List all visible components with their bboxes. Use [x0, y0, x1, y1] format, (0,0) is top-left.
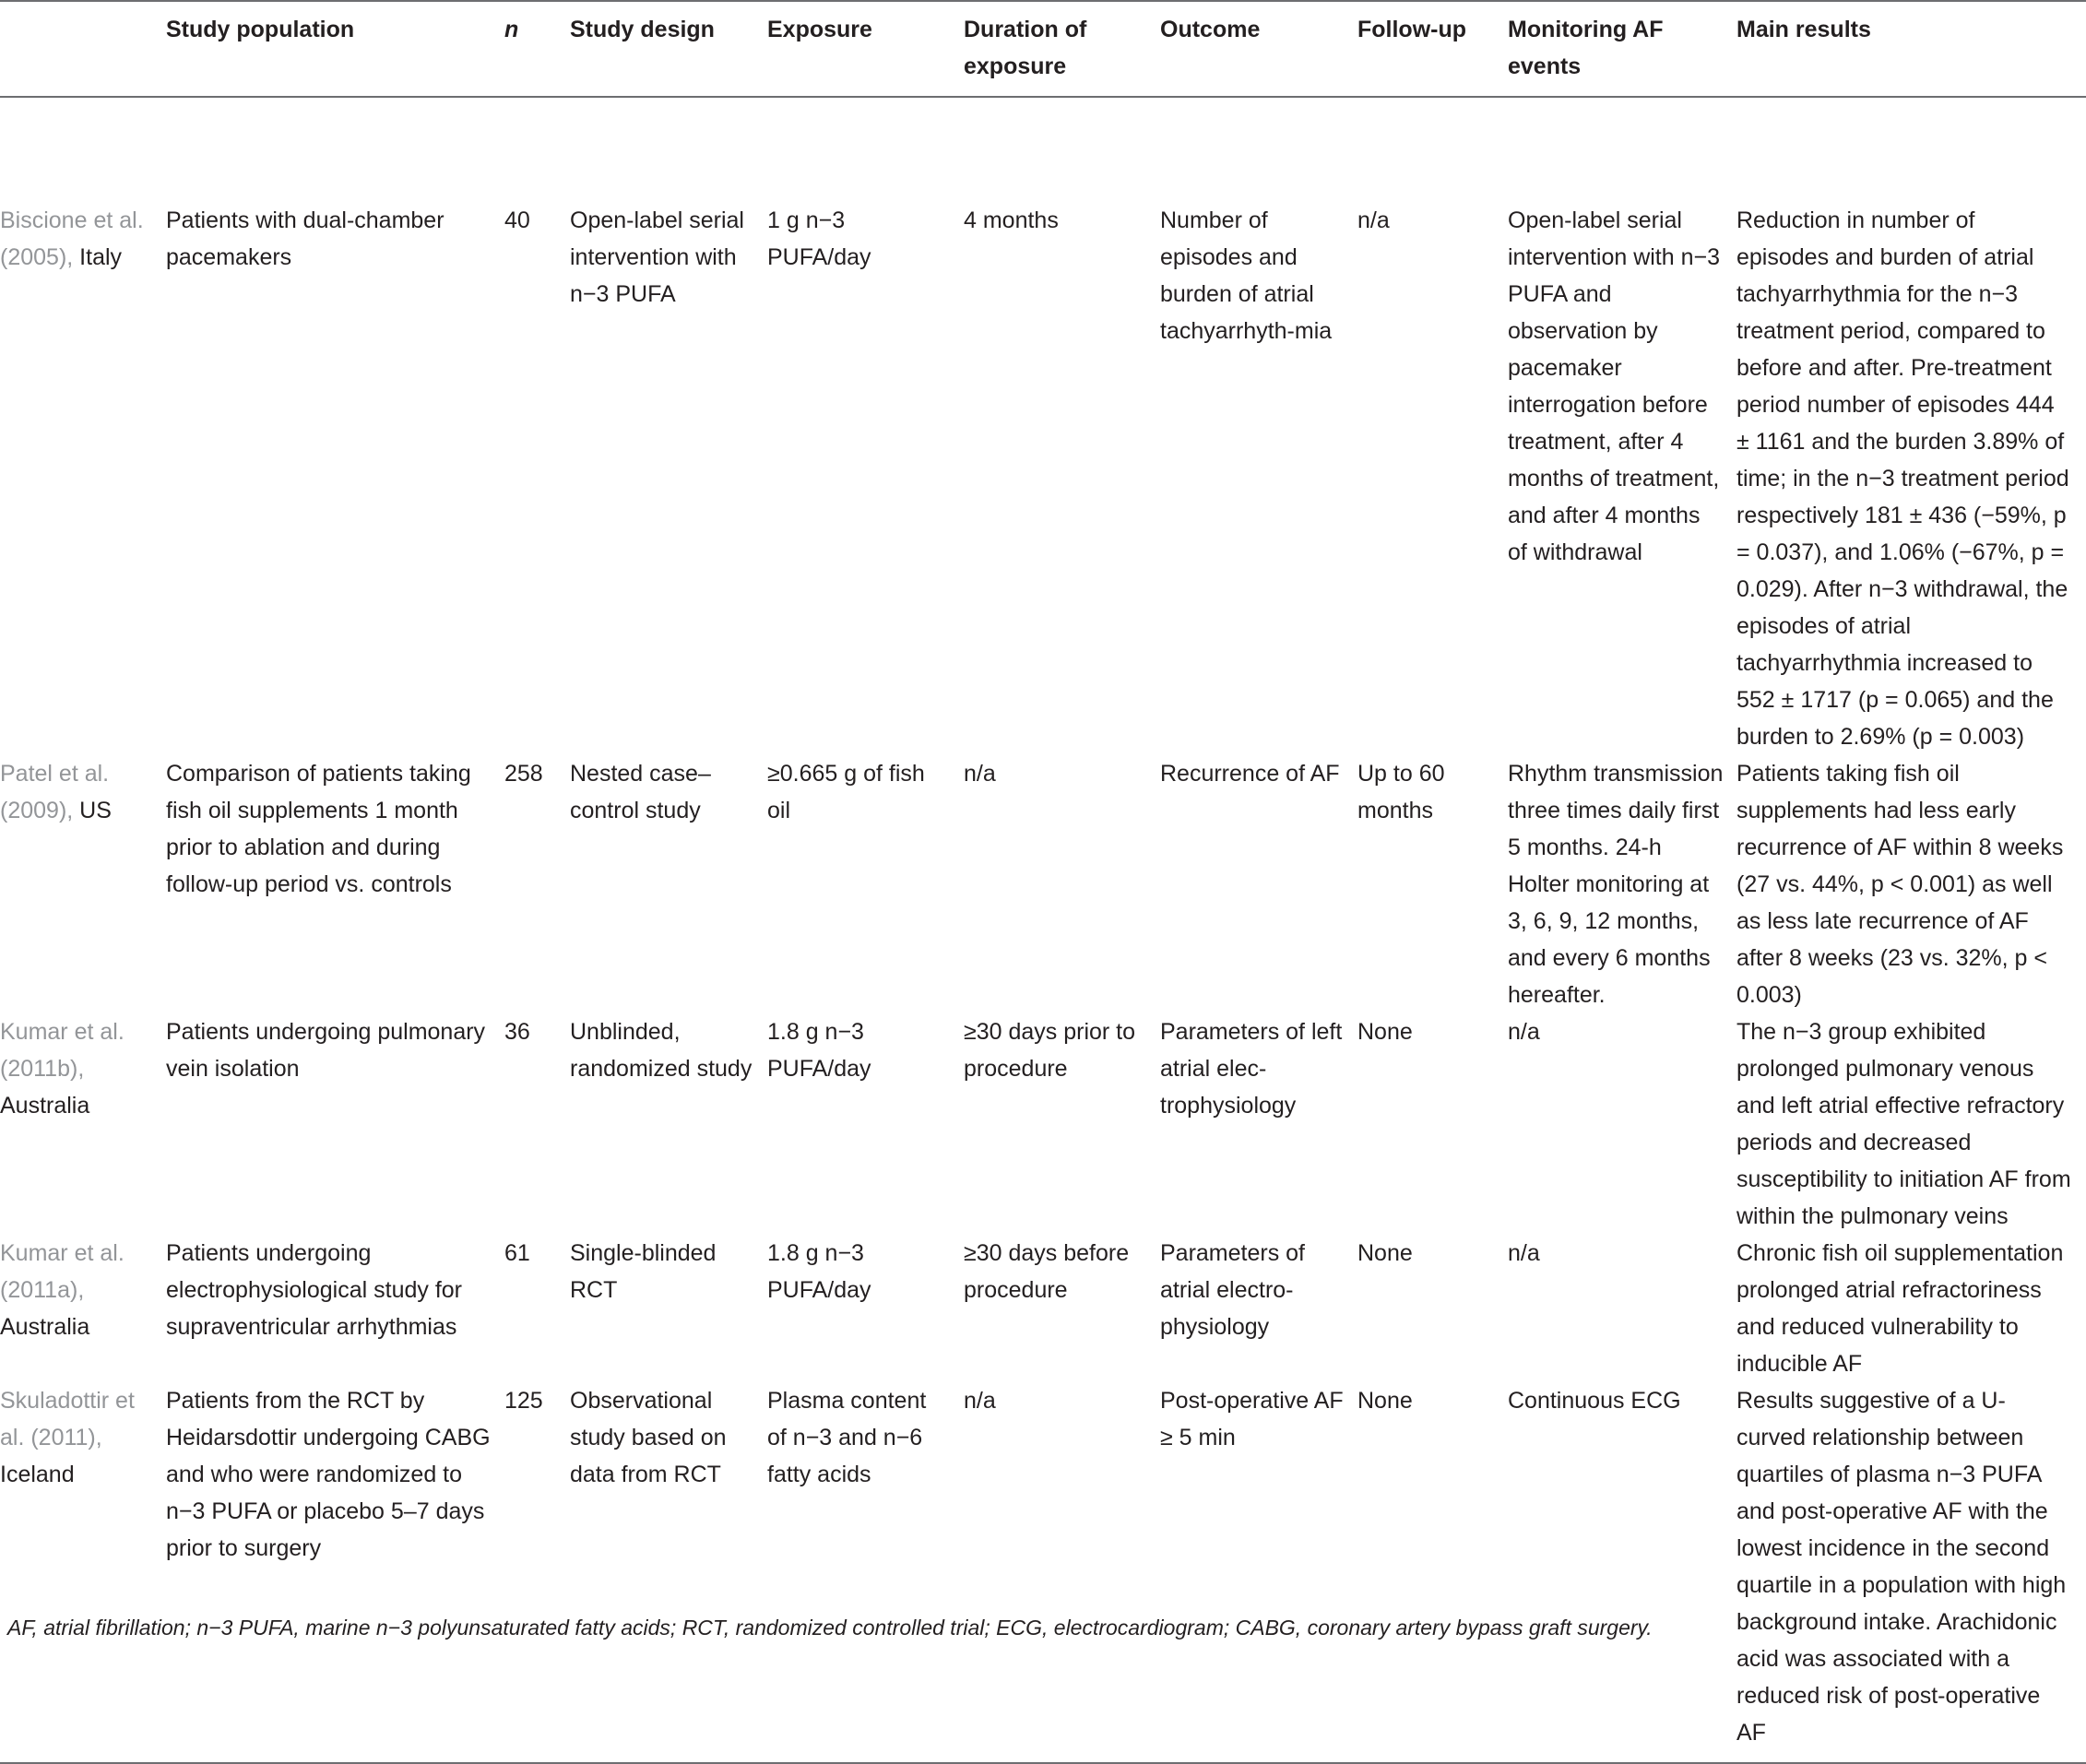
study-citation: Patel et al. (2009), [0, 761, 110, 823]
table-row [0, 1013, 2086, 1235]
table-footnote: AF, atrial fibrillation; n−3 PUFA, marine n−3 polyunsaturated fatty acids; RCT, randomized controlled trial; ECG, electrocardiogram; CABG, coronary artery bypass graft surgery. [7, 1616, 1653, 1640]
study-country: Australia [0, 1314, 90, 1340]
cell-study [0, 1382, 166, 1763]
cell-monitoring: Rhythm transmission three times daily first 5 months. 24-h Holter monitoring at 3, 6, 9, 12 months, and every 6 months hereafter. [1508, 761, 1724, 1008]
cell-study [0, 755, 166, 1013]
cell-n: 36 [504, 1019, 530, 1045]
cell-duration: n/a [964, 761, 996, 787]
cell-population: Patients undergoing electrophysiological study for supraventricular arrhythmias [166, 1240, 462, 1340]
study-country: Italy [79, 244, 123, 270]
cell-study [0, 97, 166, 755]
header-outcome: Outcome [1160, 17, 1261, 42]
cell-followup: None [1357, 1388, 1413, 1414]
study-citation: Kumar et al. (2011a), [0, 1240, 124, 1303]
header-monitoring: Monitoring AF events [1508, 17, 1664, 79]
cell-study [0, 1013, 166, 1235]
header-study [0, 1, 166, 97]
cell-results: Patients taking fish oil supplements had less early recurrence of AF within 8 weeks (27 vs. 44%, p < 0.001) as well as less late recurrence of AF after 8 weeks (23 vs. 32%, p < 0.003) [1736, 761, 2064, 1008]
table-row [0, 1235, 2086, 1382]
cell-exposure: 1 g n−3 PUFA/day [767, 207, 871, 270]
study-country: Australia [0, 1093, 90, 1119]
cell-n: 125 [504, 1388, 543, 1414]
table-row [0, 1382, 2086, 1763]
cell-population: Comparison of patients taking fish oil supplements 1 month prior to ablation and during follow-up period vs. controls [166, 761, 471, 897]
cell-exposure: ≥0.665 g of fish oil [767, 761, 925, 823]
header-results: Main results [1736, 17, 1871, 42]
cell-followup: n/a [1357, 207, 1390, 233]
cell-outcome: Post-operative AF ≥ 5 min [1160, 1388, 1344, 1450]
cell-exposure: Plasma content of n−3 and n−6 fatty acids [767, 1388, 927, 1487]
study-citation: Skuladottir et al. (2011), [0, 1388, 135, 1450]
cell-exposure: 1.8 g n−3 PUFA/day [767, 1240, 871, 1303]
cell-design: Nested case–control study [570, 761, 711, 823]
study-country: US [79, 798, 112, 823]
cell-n: 258 [504, 761, 543, 787]
header-followup: Follow-up [1357, 17, 1467, 42]
header-exposure: Exposure [767, 17, 872, 42]
table-row [0, 755, 2086, 1013]
cell-population: Patients undergoing pulmonary vein isolation [166, 1019, 486, 1082]
cell-design: Open-label serial intervention with n−3 PUFA [570, 207, 744, 307]
cell-followup: None [1357, 1240, 1413, 1266]
cell-design: Observational study based on data from RCT [570, 1388, 727, 1487]
table-body [0, 97, 2086, 1763]
header-duration: Duration of exposure [964, 17, 1087, 79]
study-citation: Kumar et al. (2011b), [0, 1019, 124, 1082]
cell-outcome: Number of episodes and burden of atrial tachyarrhyth-mia [1160, 207, 1333, 344]
cell-exposure: 1.8 g n−3 PUFA/day [767, 1019, 871, 1082]
study-citation: Biscione et al. (2005), [0, 207, 144, 270]
cell-design: Unblinded, randomized study [570, 1019, 753, 1082]
cell-results: Reduction in number of episodes and burden of atrial tachyarrhythmia for the n−3 treatment period, compared to before and after. Pre-treatment period number of episodes 444 ± 1161 and the burden 3.89% of time; in the n−3 treatment period respectively 181 ± 436 (−59%, p = 0.037), and 1.06% (−67%, p = 0.029). After n−3 withdrawal, the episodes of atrial tachyarrhythmia increased to 552 ± 1717 (p = 0.065) and the burden to 2.69% (p = 0.003) [1736, 207, 2069, 750]
cell-outcome: Parameters of left atrial elec-trophysiology [1160, 1019, 1343, 1119]
cell-duration: ≥30 days before procedure [964, 1240, 1130, 1303]
header-row [0, 1, 2086, 97]
cell-results: Chronic fish oil supplementation prolonged atrial refractoriness and reduced vulnerability to inducible AF [1736, 1240, 2064, 1377]
cell-outcome: Parameters of atrial electro-physiology [1160, 1240, 1306, 1340]
header-design: Study design [570, 17, 715, 42]
study-country: Iceland [0, 1462, 75, 1487]
cell-study [0, 1235, 166, 1382]
cell-monitoring: n/a [1508, 1019, 1540, 1045]
cell-monitoring: Open-label serial intervention with n−3 PUFA and observation by pacemaker interrogation before treatment, after 4 months of treatment, and after 4 months of withdrawal [1508, 207, 1721, 565]
cell-design: Single-blinded RCT [570, 1240, 717, 1303]
cell-duration: 4 months [964, 207, 1059, 233]
header-population: Study population [166, 17, 355, 42]
cell-followup: Up to 60 months [1357, 761, 1445, 823]
table-header [0, 1, 2086, 97]
table-row [0, 97, 2086, 755]
cell-followup: None [1357, 1019, 1413, 1045]
cell-n: 61 [504, 1240, 530, 1266]
header-n: n [504, 17, 519, 42]
cell-duration: ≥30 days prior to procedure [964, 1019, 1136, 1082]
cell-results: The n−3 group exhibited prolonged pulmonary venous and left atrial effective refractory periods and decreased susceptibility to initiation AF from within the pulmonary veins [1736, 1019, 2071, 1229]
cell-n: 40 [504, 207, 530, 233]
cell-duration: n/a [964, 1388, 996, 1414]
cell-monitoring: n/a [1508, 1240, 1540, 1266]
cell-results: Results suggestive of a U-curved relationship between quartiles of plasma n−3 PUFA and post-operative AF with the lowest incidence in the second quartile in a population with high background intake. Arachidonic acid was associated with a reduced risk of post-operative AF [1736, 1388, 2067, 1746]
cell-population: Patients from the RCT by Heidarsdottir undergoing CABG and who were randomized to n−3 PUFA or placebo 5–7 days prior to surgery [166, 1388, 491, 1561]
cell-outcome: Recurrence of AF [1160, 761, 1340, 787]
cell-monitoring: Continuous ECG [1508, 1388, 1681, 1414]
cell-population: Patients with dual-chamber pacemakers [166, 207, 444, 270]
